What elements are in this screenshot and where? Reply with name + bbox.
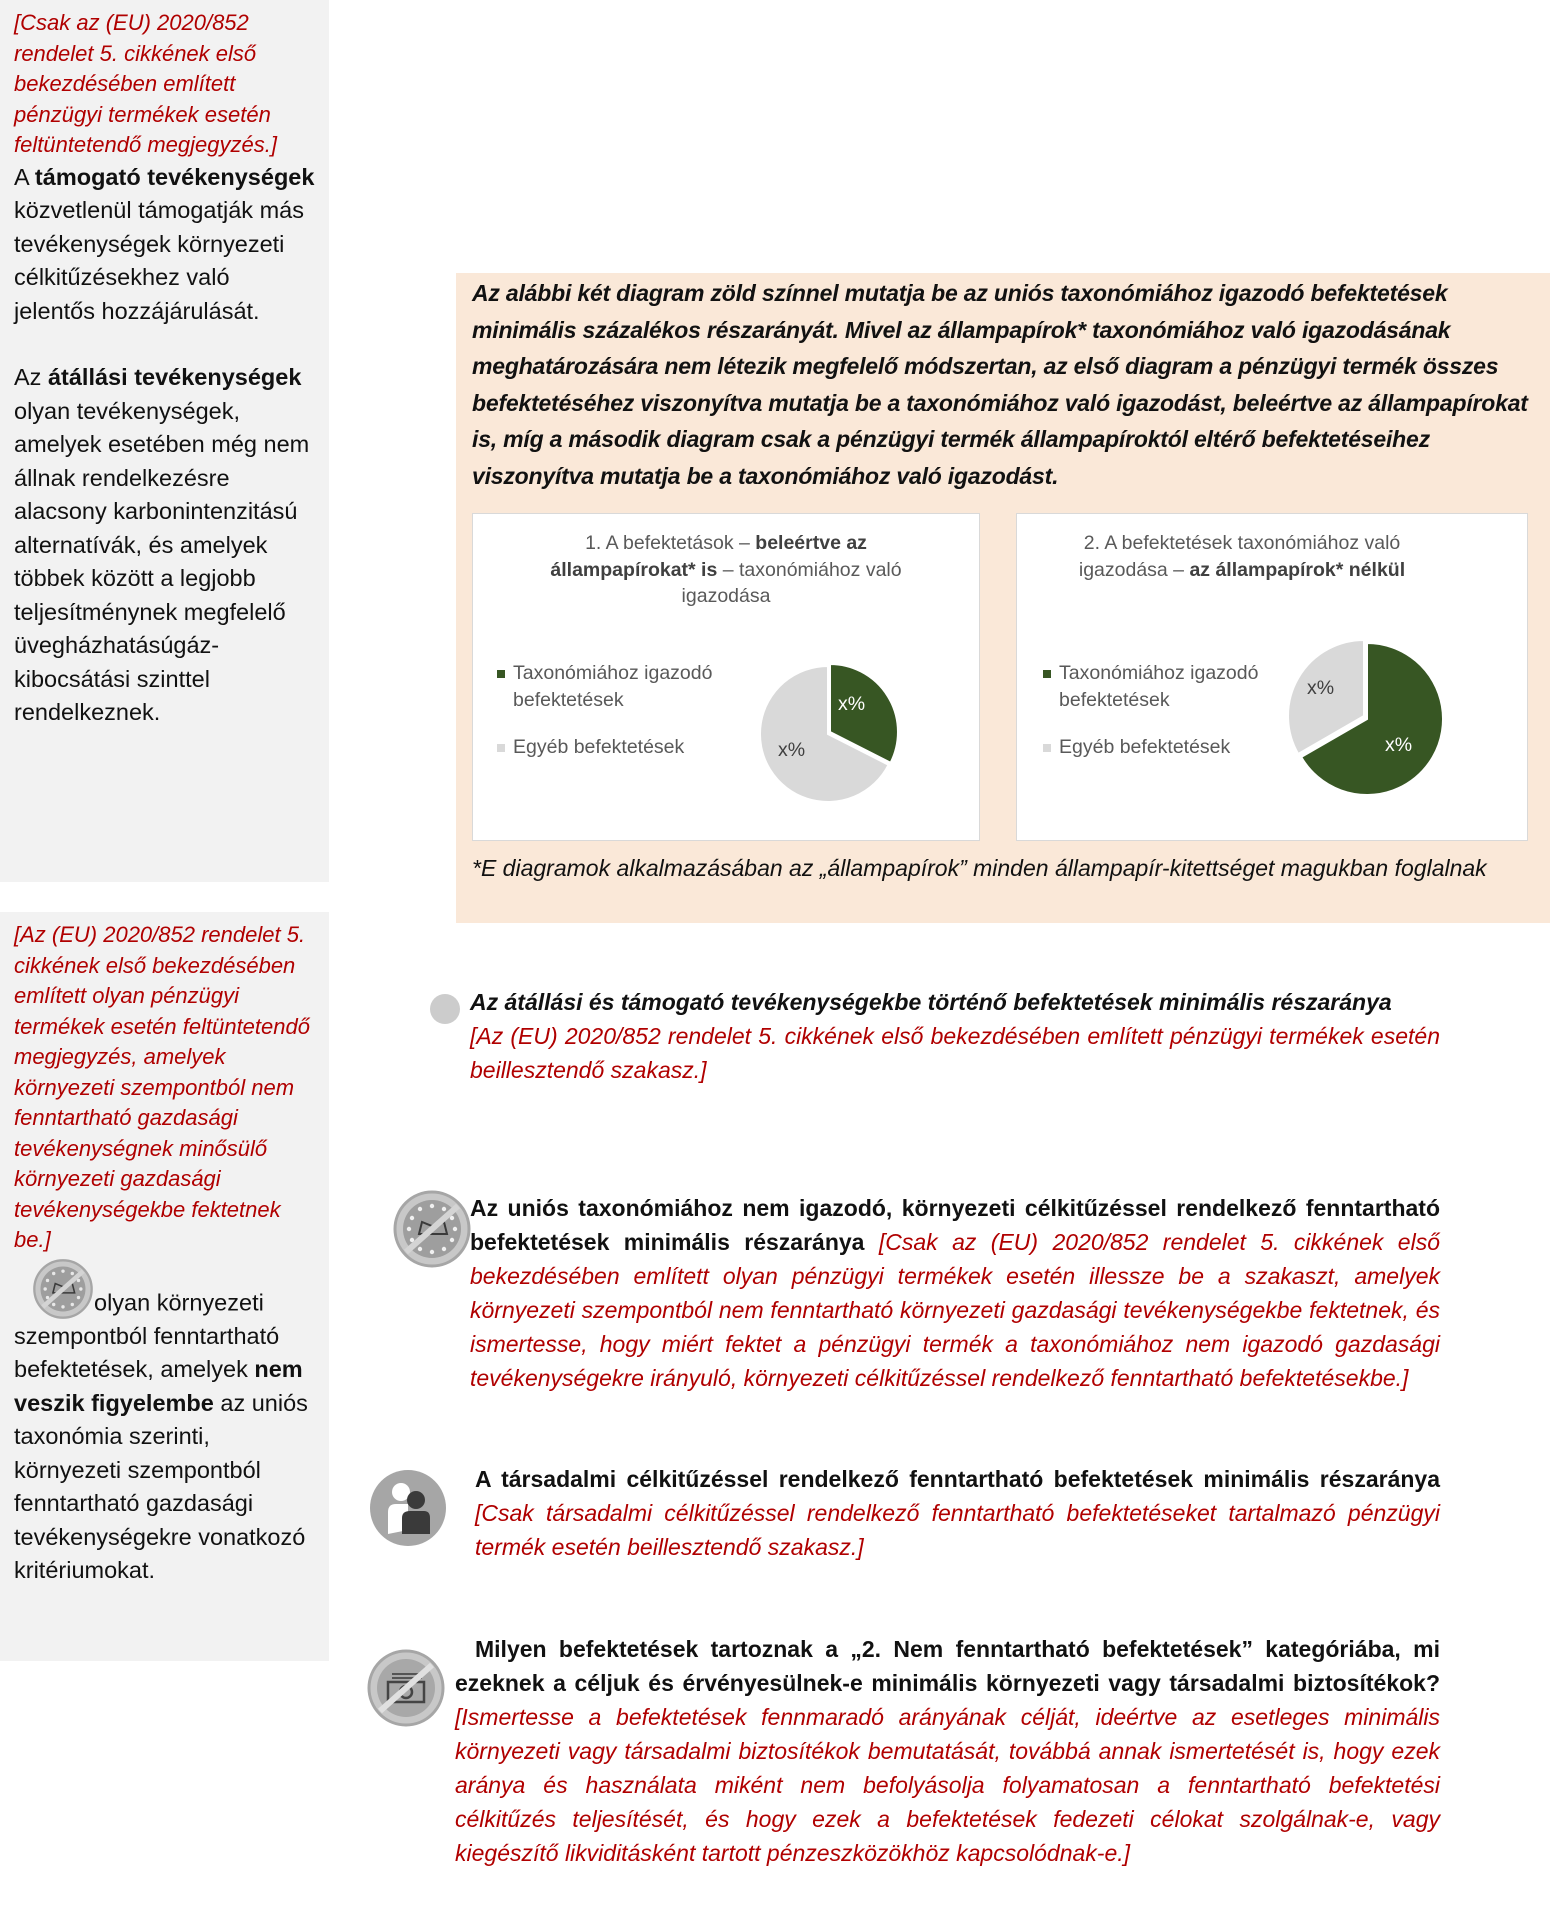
chart1-pie — [758, 664, 898, 804]
enabling-activities-term: támogató tevékenységek — [34, 163, 315, 190]
section-other-investments — [455, 1632, 1440, 1870]
sovereign-bonds-footnote: *E diagramok alkalmazásában az „állampapírok” minden állampapír-kitettséget magukban foglalnak — [472, 855, 1487, 881]
section2-title: Az uniós taxonómiához nem igazodó, környezeti célkitűzéssel rendelkező fenntartható befektetések minimális részaránya — [470, 1195, 1440, 1255]
section-social-objective-share — [475, 1462, 1440, 1564]
sidebar-note-eu-2020-852: [Csak az (EU) 2020/852 rendelet 5. cikkének első bekezdésében említett pénzügyi termékek esetén feltüntetendő megjegyzés.] — [14, 10, 277, 157]
not-sustainable-money-icon — [366, 1648, 446, 1728]
legend-swatch-grey — [497, 744, 505, 752]
sidebar-note-not-sustainable: [Az (EU) 2020/852 rendelet 5. cikkének első bekezdésében említett olyan pénzügyi termékek esetén feltüntetendő megjegyzés, amelyek környezeti szempontból nem fenntartható gazdasági tevékenységnek minősülő környezeti gazdasági tevékenységekbe fektetnek be.] — [14, 922, 310, 1252]
legend-item-other: Egyéb befektetések — [1043, 734, 1259, 761]
section3-instruction: [Csak társadalmi célkitűzéssel rendelkező fenntartható befektetéseket tartalmazó pénzügyi termék esetén beillesztendő szakasz.] — [475, 1500, 1440, 1560]
section3-title: A társadalmi célkitűzéssel rendelkező fenntartható befektetések minimális részaránya — [475, 1466, 1440, 1492]
transitional-activities-definition: Az átállási tevékenységek olyan tevékenységek, amelyek esetében még nem állnak rendelkezésre alacsony karbonintenzitású alternatívák, és amelyek többek között a legjobb teljesítménynek megfelelő üvegházhatásúgáz-kibocsátási szinttel rendelkeznek. — [14, 364, 310, 725]
not-aligned-term: nem veszik figyelembe — [14, 1356, 303, 1416]
legend-item-other: Egyéb befektetések — [497, 734, 713, 761]
chart2-pie — [1287, 639, 1447, 799]
bullet-circle-icon — [430, 994, 460, 1024]
chart1-legend — [497, 660, 713, 781]
chart1-label-aligned: x% — [838, 693, 866, 715]
chart1-label-other: x% — [778, 739, 806, 761]
chart-incl-sovereign-bonds — [472, 513, 980, 841]
transitional-activities-term: átállási tevékenységek — [47, 364, 302, 390]
legend-item-aligned: Taxonómiához igazodó befektetések — [497, 660, 713, 714]
chart2-label-other: x% — [1307, 677, 1335, 699]
enabling-activities-definition: A támogató tevékenységek közvetlenül támogatják más tevékenységek környezeti célkitűzésekhez való jelentős hozzájárulását. — [14, 163, 315, 324]
legend-swatch-green — [1043, 670, 1051, 678]
section-not-aligned-environmental-share — [470, 1191, 1440, 1395]
charts-intro-text: Az alábbi két diagram zöld színnel mutatja be az uniós taxonómiához igazodó befektetések minimális százalékos részarányát. Mivel az állampapírok* taxonómiához való igazodásának meghatározására nem létezik megfelelő módszertan, az első diagram a pénzügyi termék összes befektetéséhez viszonyítva mutatja be a taxonómiához való igazodást, beleértve az állampapírokat is, míg a második diagram csak a pénzügyi termék állampapíroktól eltérő befektetéseihez viszonyítva mutatja be a taxonómiához való igazodást. — [472, 280, 1528, 489]
legend-swatch-green — [497, 670, 505, 678]
section4-instruction: [Ismertesse a befektetések fennmaradó arányának célját, ideértve az esetleges minimális környezeti vagy társadalmi biztosítékok bemutatását, továbbá annak ismertetését is, hogy ezek aránya és használata miként nem befolyásolja folyamatosan a fenntartható befektetési célkitűzés teljesítését, és hogy ezek a befektetések fedezeti célokat szolgálnak-e, vagy kiegészítő likviditásként tartott pénzeszközökhöz kapcsolódnak-e.] — [455, 1704, 1440, 1866]
section1-title: Az átállási és támogató tevékenységekbe történő befektetések minimális részaránya — [470, 989, 1392, 1015]
section2-instruction: [Csak az (EU) 2020/852 rendelet 5. cikkének első bekezdésében említett olyan pénzügyi termékek esetén illessze be a szakaszt, amelyek környezeti szempontból nem fenntartható környezeti gazdasági tevékenységekbe fektetnek, és ismertesse, hogy miért fektet a pénzügyi termék a taxonómiához nem igazodó gazdasági tevékenységekre irányuló, környezeti célkitűzéssel rendelkező fenntartható befektetésekbe.] — [470, 1229, 1441, 1391]
social-people-icon — [368, 1468, 448, 1548]
chart2-legend — [1043, 660, 1259, 781]
eu-taxonomy-not-aligned-icon — [32, 1258, 94, 1320]
not-aligned-definition: olyan környezeti szempontból fenntartható befektetések, amelyek nem veszik figyelembe az uniós taxonómia szerinti, környezeti szempontból fenntartható gazdasági tevékenységekre vonatkozó kritériumokat. — [14, 1258, 315, 1588]
eu-taxonomy-not-aligned-icon — [392, 1189, 472, 1269]
taxonomy-charts-box — [456, 273, 1550, 923]
chart-excl-sovereign-bonds — [1016, 513, 1528, 841]
section1-instruction: [Az (EU) 2020/852 rendelet 5. cikkének első bekezdésében említett pénzügyi termékek esetén beillesztendő szakasz.] — [470, 1023, 1440, 1083]
section-transitional-enabling-share — [470, 985, 1440, 1087]
legend-swatch-grey — [1043, 744, 1051, 752]
chart2-label-aligned: x% — [1385, 734, 1413, 756]
sidebar-glossary-enabling-transitional — [0, 0, 329, 882]
legend-item-aligned: Taxonómiához igazodó befektetések — [1043, 660, 1259, 714]
sidebar-glossary-not-aligned — [0, 912, 329, 1661]
section4-title: Milyen befektetések tartoznak a „2. Nem fenntartható befektetések” kategóriába, mi ezeknek a céljuk és érvényesülnek-e minimális környezeti vagy társadalmi biztosítékok? — [455, 1636, 1440, 1696]
chart1-title: 1. A befektetások – beleértve az állampapírokat* is – taxonómiához való igazodása — [550, 532, 902, 607]
chart2-title: 2. A befektetések taxonómiához való igazodása – az állampapírok* nélkül — [1078, 532, 1406, 581]
